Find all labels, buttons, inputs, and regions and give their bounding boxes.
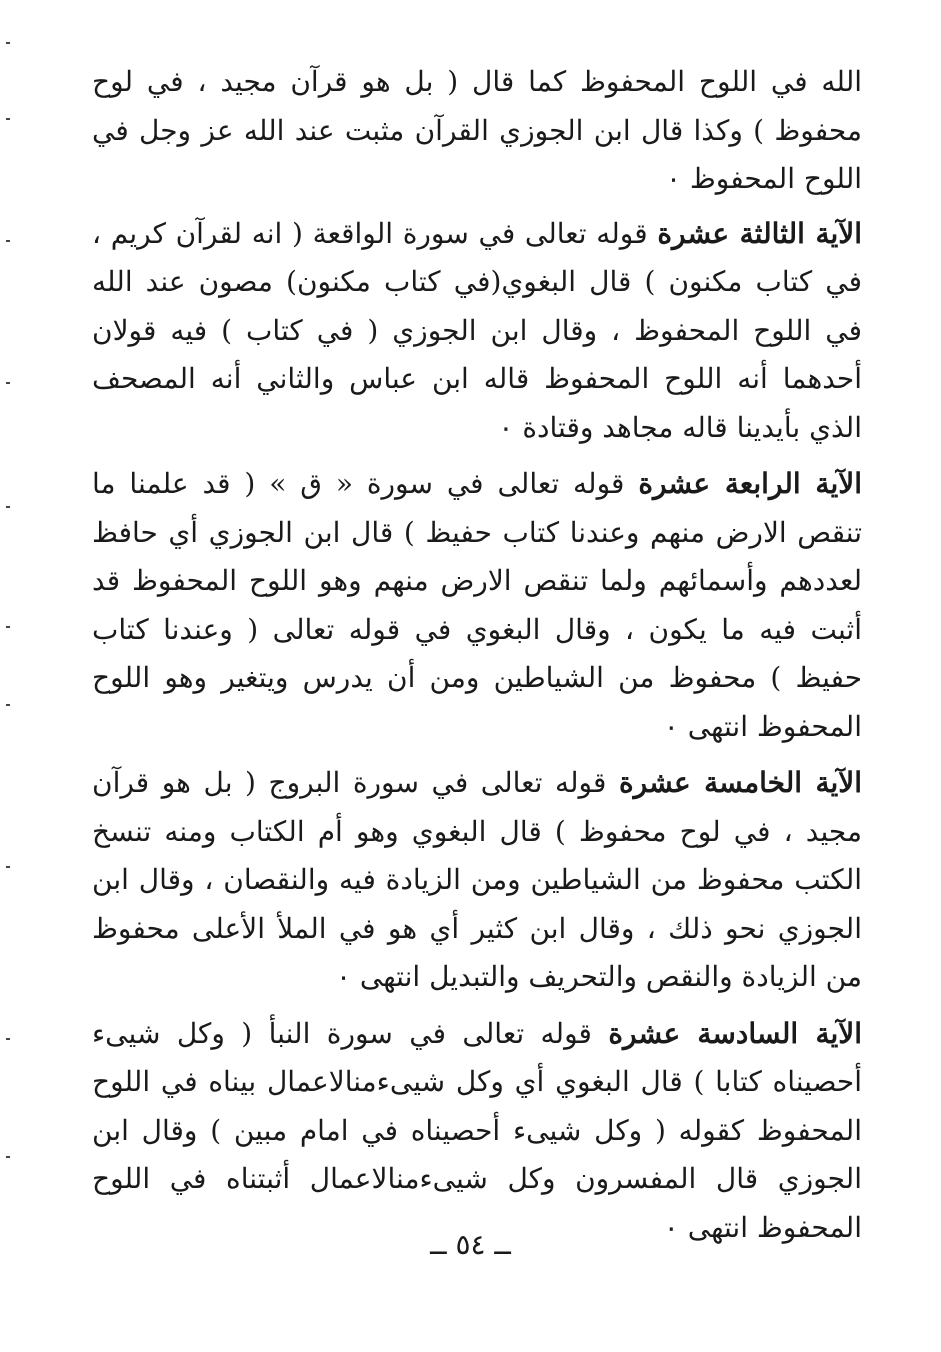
- paragraph-2: [92, 210, 862, 453]
- scan-edge-mark: [6, 118, 10, 120]
- scan-edge-mark: [6, 704, 10, 706]
- paragraph-1-text: الله في اللوح المحفوظ كما قال ( بل هو قرآن مجيد ، في لوح محفوظ ) وكذا قال ابن الجوزي القرآن مثبت عند الله عز وجل في اللوح المحفوظ ٠: [92, 65, 862, 195]
- paragraph-4-lead: الآية الخامسة عشرة: [618, 766, 862, 799]
- paragraph-4-text: قوله تعالى في سورة البروج ( بل هو قرآن مجيد ، في لوح محفوظ ) قال البغوي وهو أم الكتاب ومنه تنسخ الكتب محفوظ من الشياطين ومن الزيادة فيه والنقصان ، وقال ابن الجوزي نحو ذلك ، وقال ابن كثير أي هو في الملأ الأعلى محفوظ من الزيادة والنقص والتحريف والتبديل انتهى ٠: [92, 766, 862, 993]
- paragraph-2-text: قوله تعالى في سورة الواقعة ( انه لقرآن كريم ، في كتاب مكنون ) قال البغوي(في كتاب مكنون) مصون عند الله في اللوح المحفوظ ، وقال ابن الجوزي ( في كتاب ) فيه قولان أحدهما أنه اللوح المحفوظ قاله ابن عباس والثاني أنه المصحف الذي بأيدينا قاله مجاهد وقتادة ٠: [92, 216, 862, 444]
- paragraph-4: [92, 759, 862, 1002]
- scan-edge-mark: [6, 866, 10, 868]
- scan-edge-mark: [6, 506, 10, 508]
- paragraph-5: [92, 1010, 862, 1253]
- scan-edge-mark: [6, 42, 10, 44]
- paragraph-3: [92, 460, 862, 751]
- paragraph-5-lead: الآية السادسة عشرة: [608, 1016, 862, 1050]
- scan-edge-mark: [6, 626, 10, 628]
- scan-edge-mark: [6, 1038, 10, 1040]
- paragraph-1: [92, 58, 862, 204]
- scan-edge-mark: [6, 382, 10, 384]
- scan-edge-mark: [6, 240, 10, 242]
- page-body: [92, 58, 862, 1260]
- paragraph-3-lead: الآية الرابعة عشرة: [638, 467, 862, 500]
- page-number: ــ ٥٤ ــ: [430, 1228, 511, 1261]
- paragraph-2-lead: الآية الثالثة عشرة: [657, 216, 863, 250]
- paragraph-3-text: قوله تعالى في سورة « ق » ( قد علمنا ما تنقص الارض منهم وعندنا كتاب حفيظ ) قال ابن الجوزي أي حافظ لعددهم وأسمائهم ولما تنقص الارض منهم وهو اللوح المحفوظ قد أثبت فيه ما يكون ، وقال البغوي في قوله تعالى ( وعندنا كتاب حفيظ ) محفوظ من الشياطين ومن أن يدرس ويتغير وهو اللوح المحفوظ انتهى ٠: [92, 467, 863, 743]
- scan-edge-mark: [6, 1156, 10, 1158]
- paragraph-5-text: قوله تعالى في سورة النبأ ( وكل شيىء أحصيناه كتابا ) قال البغوي أي وكل شيىءمنالاعمال بيناه في اللوح المحفوظ كقوله ( وكل شيىء أحصيناه في امام مبين ) وقال ابن الجوزي قال المفسرون وكل شيىءمنالاعمال أثبتناه في اللوح المحفوظ انتهى ٠: [92, 1016, 862, 1244]
